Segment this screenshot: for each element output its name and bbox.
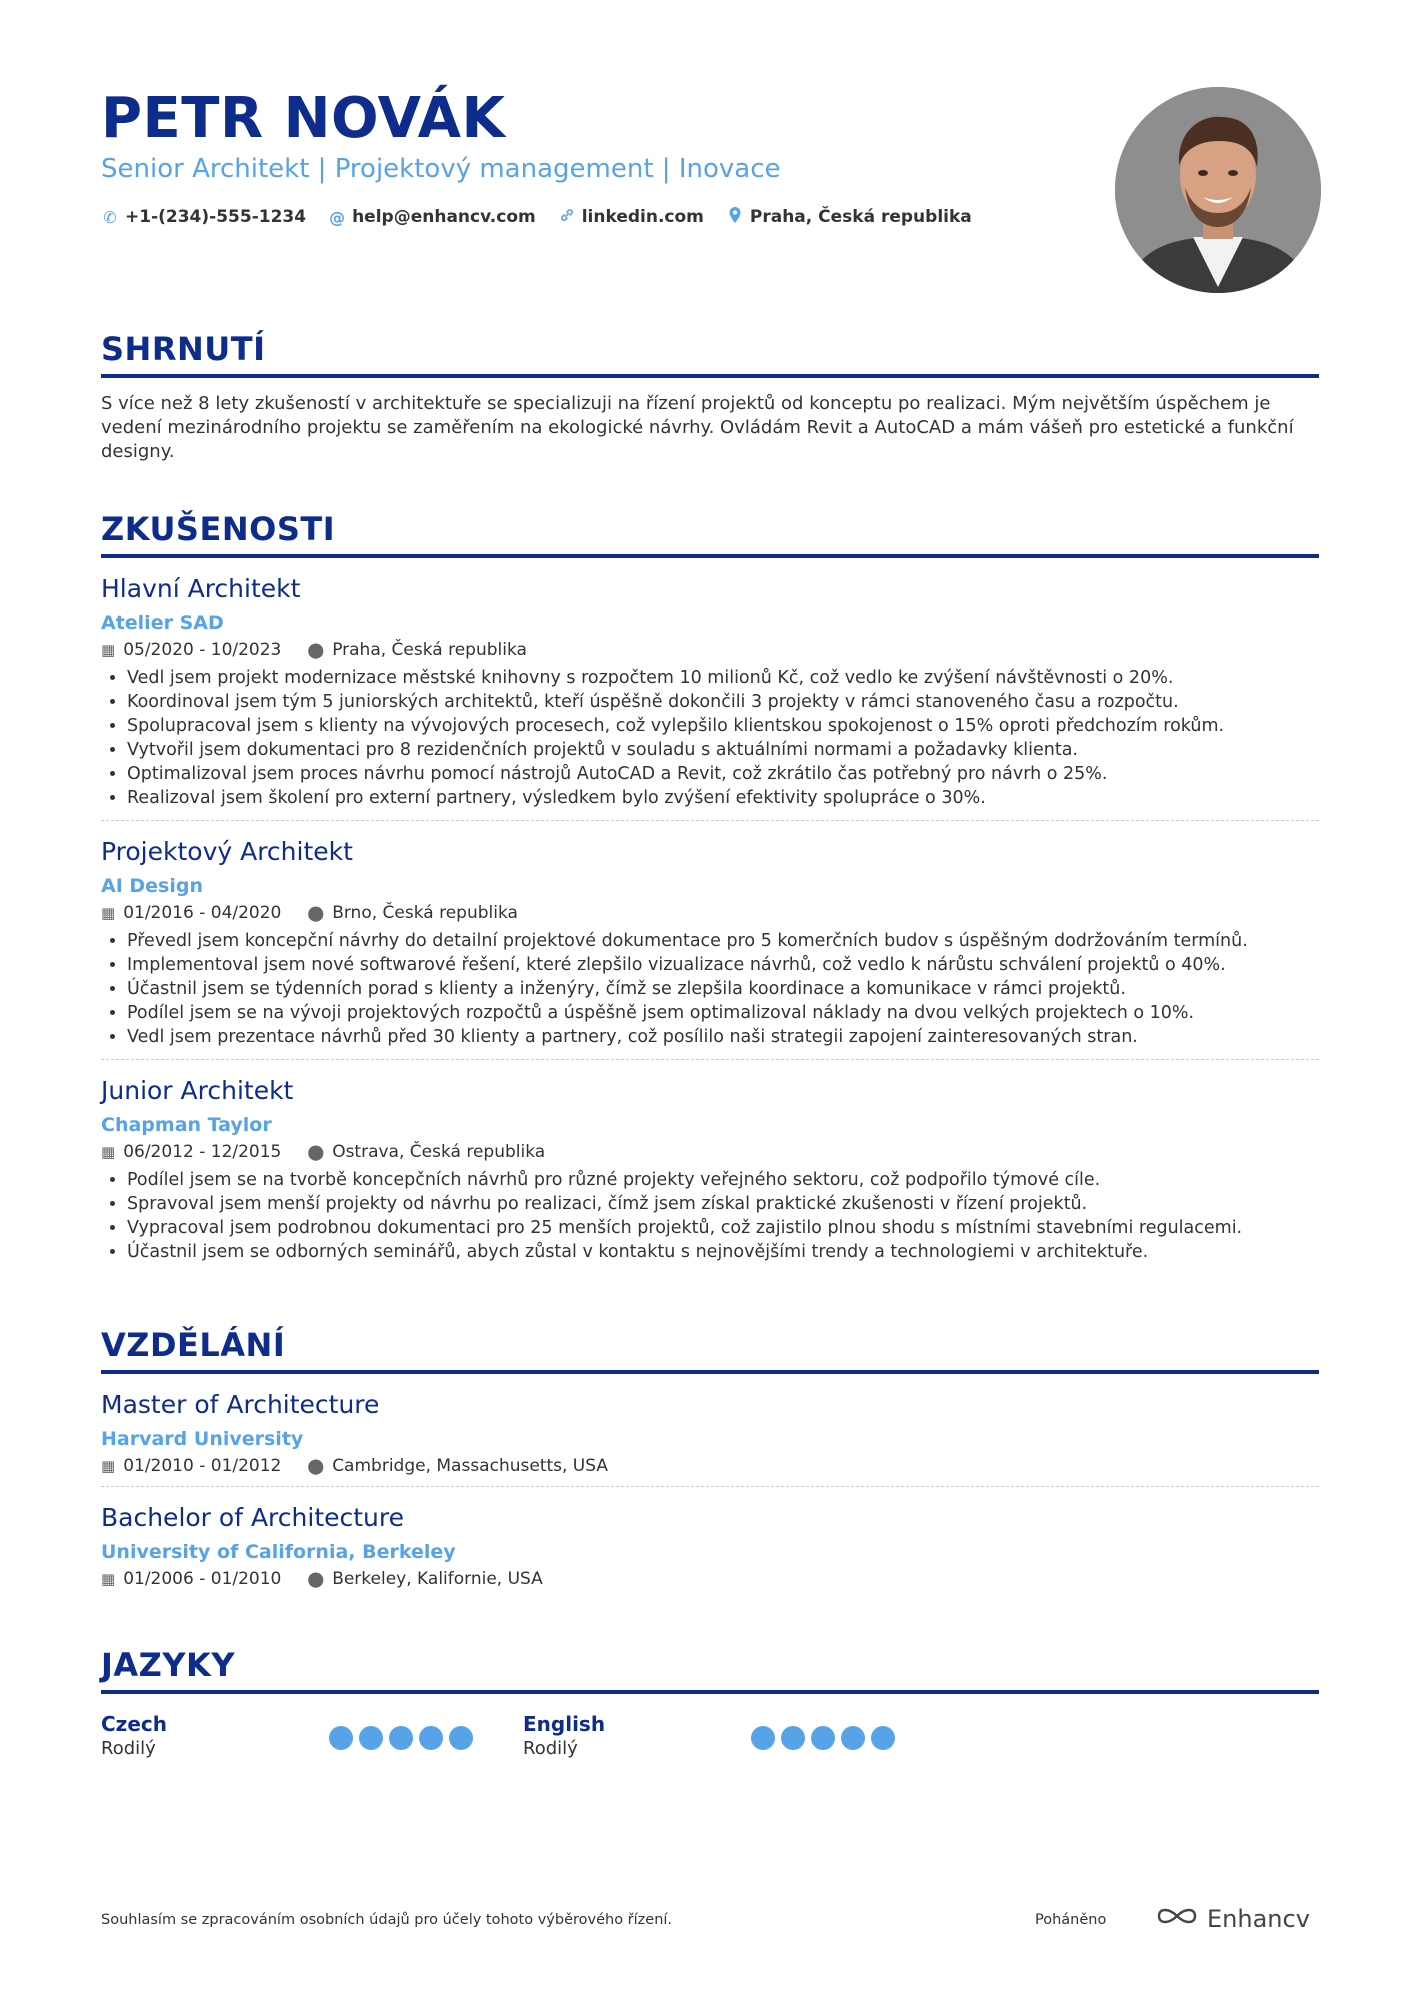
contact-email[interactable]: [328, 206, 536, 228]
entry-dates: [101, 1569, 281, 1589]
achievement-item: • Vedl jsem prezentace návrhů před 30 klienty a partnery, což posílilo naši strategii zapojení zainteresovaných stran.: [127, 1025, 1319, 1049]
rating-dot: [871, 1726, 895, 1750]
entry-location-text: Cambridge, Massachusetts, USA: [332, 1456, 608, 1476]
language-name: Czech: [101, 1712, 167, 1736]
contact-phone-text: +1-(234)-555-1234: [125, 207, 307, 227]
achievement-item: • Spolupracoval jsem s klienty na vývojových procesech, což vylepšilo klientskou spokojenost o 15% oproti předchozím rokům.: [127, 714, 1319, 738]
contact-email-text[interactable]: help@enhancv.com: [352, 207, 536, 227]
calendar-icon: ▦: [101, 904, 116, 922]
entry-dates-text: 01/2016 - 04/2020: [123, 903, 282, 923]
language-level: Rodilý: [101, 1738, 156, 1759]
rating-dot: [419, 1726, 443, 1750]
entry-dates: [101, 903, 281, 923]
achievement-item: • Optimalizoval jsem proces návrhu pomocí nástrojů AutoCAD a Revit, což zkrátilo čas potřebný pro návrh o 25%.: [127, 762, 1319, 786]
headline: Senior Architekt | Projektový management | Inovace: [101, 154, 781, 184]
achievement-item: • Účastnil jsem se týdenních porad s klienty a inženýry, čímž se zlepšila koordinace a komunikace v rámci projektů.: [127, 977, 1319, 1001]
experience-entry: [101, 1060, 1319, 1274]
achievement-item: • Účastnil jsem se odborných seminářů, abych zůstal v kontaktu s nejnovějšími trendy a technologiemi v architektuře.: [127, 1240, 1319, 1264]
rating-dot: [449, 1726, 473, 1750]
infinity-logo-icon: [1155, 1904, 1199, 1933]
company-name: Chapman Taylor: [101, 1114, 272, 1136]
rating-dot: [751, 1726, 775, 1750]
language-list: [101, 1712, 1319, 1759]
achievement-item: • Vytvořil jsem dokumentaci pro 8 rezidenčních projektů v souladu s aktuálními normami a požadavky klienta.: [127, 738, 1319, 762]
entry-dates-text: 01/2010 - 01/2012: [123, 1456, 282, 1476]
entry-location-text: Praha, Česká republika: [332, 640, 527, 660]
languages-section: [101, 1646, 1319, 1759]
achievement-item: • Vypracoval jsem podrobnou dokumentaci pro 25 menších projektů, což zajistilo plnou shodu s místními stavebními regulacemi.: [127, 1216, 1319, 1240]
language-rating: [329, 1726, 473, 1750]
resume-header: [101, 0, 1319, 300]
language-item: [101, 1712, 523, 1759]
location-icon: ⬤: [307, 904, 325, 922]
rating-dot: [781, 1726, 805, 1750]
contact-location: [726, 206, 972, 228]
education-section: [101, 1326, 1319, 1599]
education-entry: [101, 1374, 1319, 1487]
entry-dates-text: 05/2020 - 10/2023: [123, 640, 282, 660]
section-title-education: VZDĚLÁNÍ: [101, 1326, 286, 1364]
rating-dot: [359, 1726, 383, 1750]
brand-name: Enhancv: [1207, 1904, 1310, 1933]
achievement-list: [101, 929, 1319, 1049]
enhancv-logo[interactable]: [1155, 1904, 1310, 1933]
entry-meta: [101, 903, 1319, 923]
entry-dates: [101, 640, 281, 660]
experience-entry: [101, 558, 1319, 821]
rating-dot: [841, 1726, 865, 1750]
entry-location: [307, 640, 527, 660]
achievement-item: • Podílel jsem se na tvorbě koncepčních návrhů pro různé projekty veřejného sektoru, což podpořilo týmové cíle.: [127, 1168, 1319, 1192]
entry-location-text: Ostrava, Česká republika: [332, 1142, 546, 1162]
experience-section: [101, 510, 1319, 1274]
language-item: [523, 1712, 945, 1759]
school-name: University of California, Berkeley: [101, 1541, 456, 1563]
calendar-icon: ▦: [101, 1143, 116, 1161]
at-icon: @: [329, 207, 346, 227]
powered-by-label: Poháněno: [1035, 1912, 1107, 1928]
entry-location: [307, 903, 518, 923]
degree-title: Bachelor of Architecture: [101, 1503, 405, 1532]
section-rule: [101, 374, 1319, 378]
entry-dates-text: 01/2006 - 01/2010: [123, 1569, 282, 1589]
entry-location: [307, 1456, 608, 1476]
contact-phone: [101, 206, 306, 228]
achievement-item: • Implementoval jsem nové softwarové řešení, které zlepšilo vizualizace návrhů, což vedlo k nárůstu schválení projektů o 40%.: [127, 953, 1319, 977]
achievement-item: • Podílel jsem se na vývoji projektových rozpočtů a úspěšně jsem optimalizoval náklady na dvou velkých projektech o 10%.: [127, 1001, 1319, 1025]
contact-linkedin-text[interactable]: linkedin.com: [581, 207, 704, 227]
location-icon: [726, 206, 744, 228]
phone-icon: ✆: [103, 207, 117, 227]
entry-meta: [101, 1569, 1319, 1589]
candidate-name: PETR NOVÁK: [101, 86, 506, 151]
link-icon: [558, 207, 576, 227]
section-rule: [101, 1690, 1319, 1694]
entry-meta: [101, 1142, 1319, 1162]
profile-photo: [1115, 87, 1321, 293]
achievement-list: [101, 1168, 1319, 1264]
degree-title: Master of Architecture: [101, 1390, 380, 1419]
consent-text: Souhlasím se zpracováním osobních údajů pro účely tohoto výběrového řízení.: [101, 1912, 673, 1928]
summary-section: [101, 330, 1319, 464]
entry-dates: [101, 1456, 281, 1476]
school-name: Harvard University: [101, 1428, 304, 1450]
entry-dates: [101, 1142, 281, 1162]
summary-text: S více než 8 lety zkušeností v architektuře se specializuji na řízení projektů od konceptu po realizaci. Mým největším úspěchem je vedení mezinárodního projektu se zaměřením na ekologické návrhy. Ovládám Revit a AutoCAD a mám vášeň pro estetické a funkční designy.: [101, 393, 1294, 462]
language-name: English: [523, 1712, 606, 1736]
education-entry: [101, 1487, 1319, 1599]
experience-entry: [101, 821, 1319, 1060]
job-title: Hlavní Architekt: [101, 574, 301, 603]
language-level: Rodilý: [523, 1738, 578, 1759]
company-name: AI Design: [101, 875, 203, 897]
section-title-summary: SHRNUTÍ: [101, 330, 266, 368]
language-rating: [751, 1726, 895, 1750]
entry-meta: [101, 1456, 1319, 1476]
achievement-item: • Spravoval jsem menší projekty od návrhu po realizaci, čímž jsem získal praktické zkušenosti v řízení projektů.: [127, 1192, 1319, 1216]
achievement-item: • Realizoval jsem školení pro externí partnery, výsledkem bylo zvýšení efektivity spolupráce o 30%.: [127, 786, 1319, 810]
location-icon: ⬤: [307, 1143, 325, 1161]
achievement-list: [101, 666, 1319, 810]
entry-dates-text: 06/2012 - 12/2015: [123, 1142, 282, 1162]
calendar-icon: ▦: [101, 1570, 116, 1588]
rating-dot: [389, 1726, 413, 1750]
location-icon: ⬤: [307, 1457, 325, 1475]
calendar-icon: ▦: [101, 641, 116, 659]
rating-dot: [811, 1726, 835, 1750]
contact-linkedin[interactable]: [558, 206, 704, 228]
section-title-languages: JAZYKY: [101, 1646, 236, 1684]
rating-dot: [329, 1726, 353, 1750]
entry-location-text: Berkeley, Kalifornie, USA: [332, 1569, 543, 1589]
entry-location-text: Brno, Česká republika: [332, 903, 518, 923]
page-footer: [101, 1904, 1319, 1944]
achievement-item: • Převedl jsem koncepční návrhy do detailní projektové dokumentace pro 5 komerčních budov s úspěšným dodržováním termínů.: [127, 929, 1319, 953]
calendar-icon: ▦: [101, 1457, 116, 1475]
contact-list: [101, 206, 972, 228]
location-icon: ⬤: [307, 1570, 325, 1588]
achievement-item: • Vedl jsem projekt modernizace městské knihovny s rozpočtem 10 milionů Kč, což vedlo ke zvýšení návštěvnosti o 20%.: [127, 666, 1319, 690]
contact-location-text: Praha, Česká republika: [749, 207, 972, 227]
entry-location: [307, 1142, 545, 1162]
job-title: Projektový Architekt: [101, 837, 353, 866]
job-title: Junior Architekt: [101, 1076, 294, 1105]
section-title-experience: ZKUŠENOSTI: [101, 510, 336, 548]
company-name: Atelier SAD: [101, 612, 224, 634]
entry-meta: [101, 640, 1319, 660]
location-icon: ⬤: [307, 641, 325, 659]
entry-location: [307, 1569, 542, 1589]
achievement-item: • Koordinoval jsem tým 5 juniorských architektů, kteří úspěšně dokončili 3 projekty v rámci stanoveného času a rozpočtu.: [127, 690, 1319, 714]
